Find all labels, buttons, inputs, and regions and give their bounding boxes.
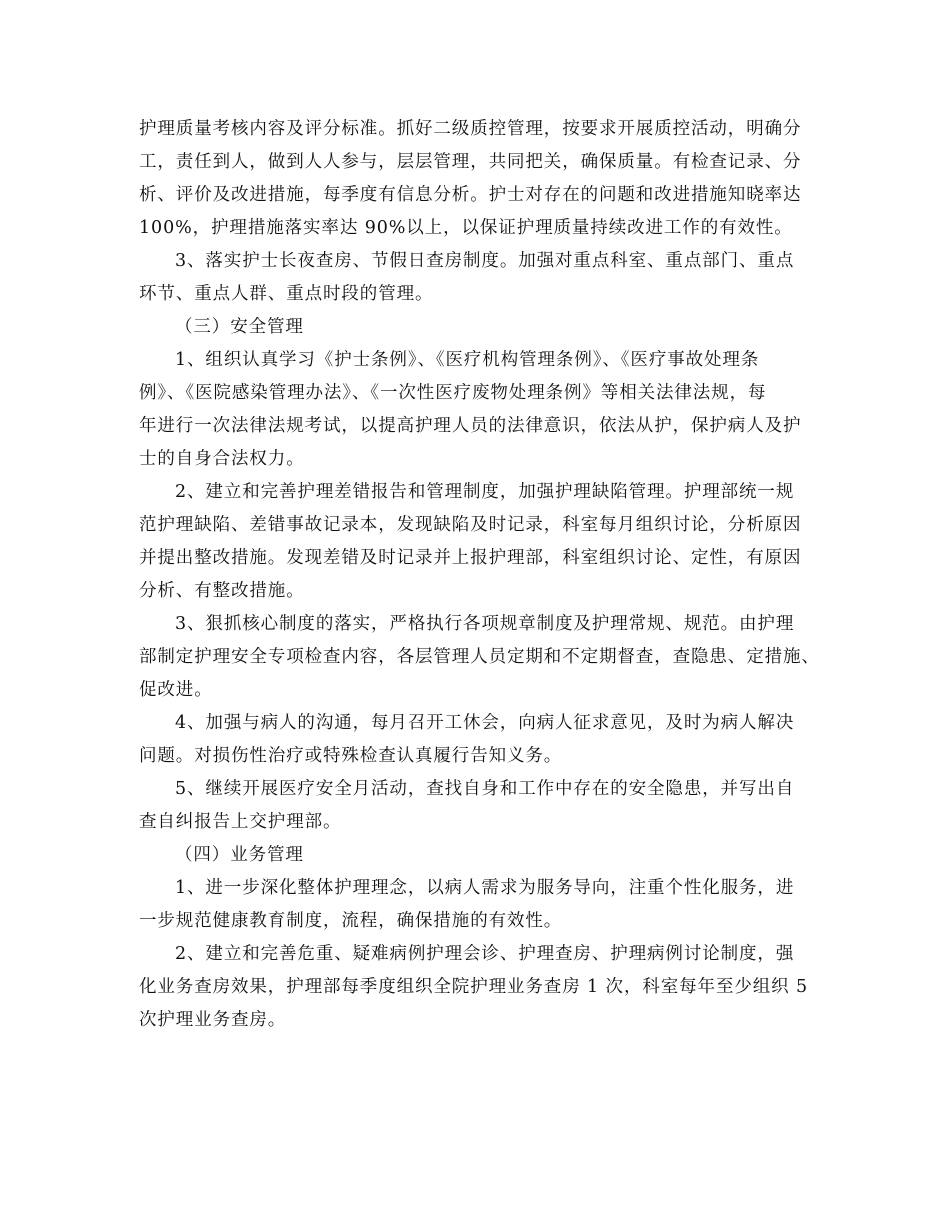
paragraph-line: 分析、有整改措施。: [139, 581, 305, 601]
paragraph-line: 3、狠抓核心制度的落实，严格执行各项规章制度及护理常规、规范。由护理: [175, 614, 795, 634]
document-body: [139, 113, 829, 1037]
paragraph-line: 并提出整改措施。发现差错及时记录并上报护理部，科室组织讨论、定性，有原因: [139, 548, 802, 568]
paragraph-line: 士的自身合法权力。: [139, 449, 305, 469]
paragraph-line: 年进行一次法律法规考试，以提高护理人员的法律意识，依法从护，保护病人及护: [139, 416, 802, 436]
paragraph-line: 护理质量考核内容及评分标准。抓好二级质控管理，按要求开展质控活动，明确分: [139, 119, 802, 139]
paragraph-line: 100%，护理措施落实率达 90%以上，以保证护理质量持续改进工作的有效性。: [139, 218, 793, 238]
paragraph-line: 例》、《医院感染管理办法》、《一次性医疗废物处理条例》等相关法律法规，每: [139, 383, 767, 403]
paragraph-line: 一步规范健康教育制度，流程，确保措施的有效性。: [139, 911, 563, 931]
paragraph-line: 化业务查房效果，护理部每季度组织全院护理业务查房 1 次，科室每年至少组织 5: [139, 977, 809, 997]
paragraph-line: 促改进。: [139, 680, 213, 700]
paragraph-line: 2、建立和完善危重、疑难病例护理会诊、护理查房、护理病例讨论制度，强: [175, 944, 795, 964]
paragraph-line: 1、组织认真学习《护士条例》、《医疗机构管理条例》、《医疗事故处理条: [175, 350, 760, 370]
paragraph-line: 范护理缺陷、差错事故记录本，发现缺陷及时记录，科室每月组织讨论，分析原因: [139, 515, 802, 535]
paragraph-line: 问题。对损伤性治疗或特殊检查认真履行告知义务。: [139, 746, 563, 766]
paragraph-line: 1、进一步深化整体护理理念，以病人需求为服务导向，注重个性化服务，进: [175, 878, 795, 898]
paragraph-line: 环节、重点人群、重点时段的管理。: [139, 284, 434, 304]
paragraph-line: 3、落实护士长夜查房、节假日查房制度。加强对重点科室、重点部门、重点: [175, 251, 795, 271]
paragraph-line: 4、加强与病人的沟通，每月召开工休会，向病人征求意见，及时为病人解决: [175, 713, 795, 733]
paragraph-line: 5、继续开展医疗安全月活动，查找自身和工作中存在的安全隐患，并写出自: [175, 779, 795, 799]
paragraph-line: 部制定护理安全专项检查内容，各层管理人员定期和不定期督查，查隐患、定措施、: [139, 647, 820, 667]
paragraph-line: 2、建立和完善护理差错报告和管理制度，加强护理缺陷管理。护理部统一规: [175, 482, 795, 502]
paragraph-line: 次护理业务查房。: [139, 1010, 287, 1030]
paragraph-line: 析、评价及改进措施，每季度有信息分析。护士对存在的问题和改进措施知晓率达: [139, 185, 802, 205]
paragraph-line: 工，责任到人，做到人人参与，层层管理，共同把关，确保质量。有检查记录、分: [139, 152, 802, 172]
paragraph-line: 查自纠报告上交护理部。: [139, 812, 342, 832]
section-heading: （四）业务管理: [175, 845, 304, 865]
section-heading: （三）安全管理: [175, 317, 304, 337]
